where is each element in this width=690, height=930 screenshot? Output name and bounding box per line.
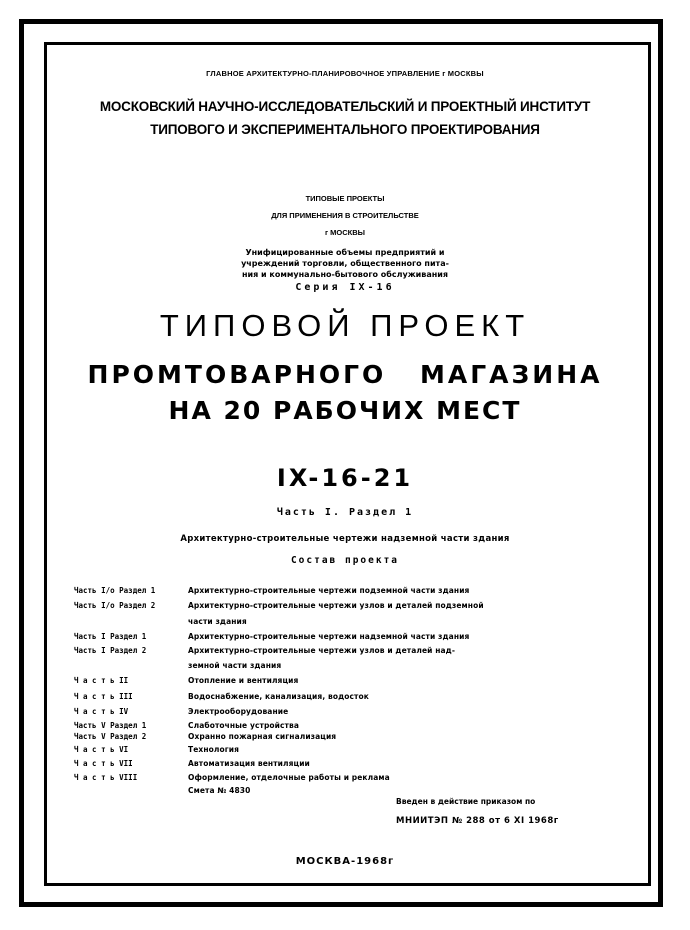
contents-row-part: Ч а с т ь VI xyxy=(74,745,129,754)
contents-row-title: Отопление и вентиляция xyxy=(188,676,299,685)
contents-row-title: части здания xyxy=(188,617,247,626)
contents-row-title: Архитектурно-строительные чертежи узлов и деталей подземной xyxy=(188,601,484,610)
contents-row-part: Часть I Раздел 2 xyxy=(74,646,147,655)
contents-row-title: Архитектурно-строительные чертежи подземной части здания xyxy=(188,586,470,595)
contents-row-title: земной части здания xyxy=(188,661,282,670)
contents-row-title: Технология xyxy=(188,745,240,754)
subtitle-line-3: г МОСКВЫ xyxy=(324,228,366,237)
contents-row-title: Слаботочные устройства xyxy=(188,721,300,730)
contents-row-title: Электрооборудование xyxy=(188,707,289,716)
contents-row-part: Часть V Раздел 2 xyxy=(74,732,147,741)
title-line-3: НА 20 РАБОЧИХ МЕСТ xyxy=(168,396,522,425)
series-line-2: учреждений торговли, общественного пита- xyxy=(241,259,449,268)
subtitle-line-2: ДЛЯ ПРИМЕНЕНИЯ В СТРОИТЕЛЬСТВЕ xyxy=(271,211,419,220)
contents-row-title: Автоматизация вентиляции xyxy=(188,759,310,768)
contents-row-title: Охранно пожарная сигнализация xyxy=(188,732,337,741)
title-main: ТИПОВОЙ ПРОЕКТ xyxy=(159,308,531,343)
institute-line-2: ТИПОВОГО И ЭКСПЕРИМЕНТАЛЬНОГО ПРОЕКТИРОВАНИЯ xyxy=(150,122,540,137)
project-part: Часть I. Раздел 1 xyxy=(276,507,414,518)
contents-row-title: Архитектурно-строительные чертежи узлов и деталей над- xyxy=(188,646,456,655)
contents-row-part: Часть I/о Раздел 2 xyxy=(74,601,156,610)
series-number: Серия IX-16 xyxy=(295,282,395,293)
subtitle-line-1: ТИПОВЫЕ ПРОЕКТЫ xyxy=(305,194,385,203)
contents-row-part: Ч а с т ь VIII xyxy=(74,773,138,782)
contents-row-title: Смета № 4830 xyxy=(188,786,251,795)
contents-heading: Состав проекта xyxy=(290,555,400,566)
contents-row-part: Ч а с т ь VII xyxy=(74,759,133,768)
enactment-line-2: МНИИТЭП № 288 от 6 XI 1968г xyxy=(396,816,559,826)
project-part-title: Архитектурно-строительные чертежи надземной части здания xyxy=(180,534,510,544)
contents-row-part: Часть I/о Раздел 1 xyxy=(74,586,156,595)
contents-row-part: Часть I Раздел 1 xyxy=(74,632,147,641)
contents-row-part: Ч а с т ь III xyxy=(74,692,133,701)
enactment-line-1: Введен в действие приказом по xyxy=(396,797,536,806)
contents-row-part: Ч а с т ь II xyxy=(74,676,129,685)
project-code: IX-16-21 xyxy=(276,464,414,492)
series-line-1: Унифицированные объемы предприятий и xyxy=(245,248,445,257)
contents-row-title: Архитектурно-строительные чертежи надземной части здания xyxy=(188,632,470,641)
contents-row-title: Оформление, отделочные работы и реклама xyxy=(188,773,390,782)
contents-row-part: Ч а с т ь IV xyxy=(74,707,129,716)
series-line-3: ния и коммунально-бытового обслуживания xyxy=(241,270,449,279)
agency-line: ГЛАВНОЕ АРХИТЕКТУРНО-ПЛАНИРОВОЧНОЕ УПРАВЛЕНИЕ г МОСКВЫ xyxy=(206,69,484,78)
title-line-2: ПРОМТОВАРНОГО МАГАЗИНА xyxy=(87,360,603,389)
contents-row-part: Часть V Раздел 1 xyxy=(74,721,147,730)
footer-city-year: МОСКВА-1968г xyxy=(295,856,395,867)
contents-row-title: Водоснабжение, канализация, водосток xyxy=(188,692,369,701)
institute-line-1: МОСКОВСКИЙ НАУЧНО-ИССЛЕДОВАТЕЛЬСКИЙ И ПРОЕКТНЫЙ ИНСТИТУТ xyxy=(99,99,591,114)
